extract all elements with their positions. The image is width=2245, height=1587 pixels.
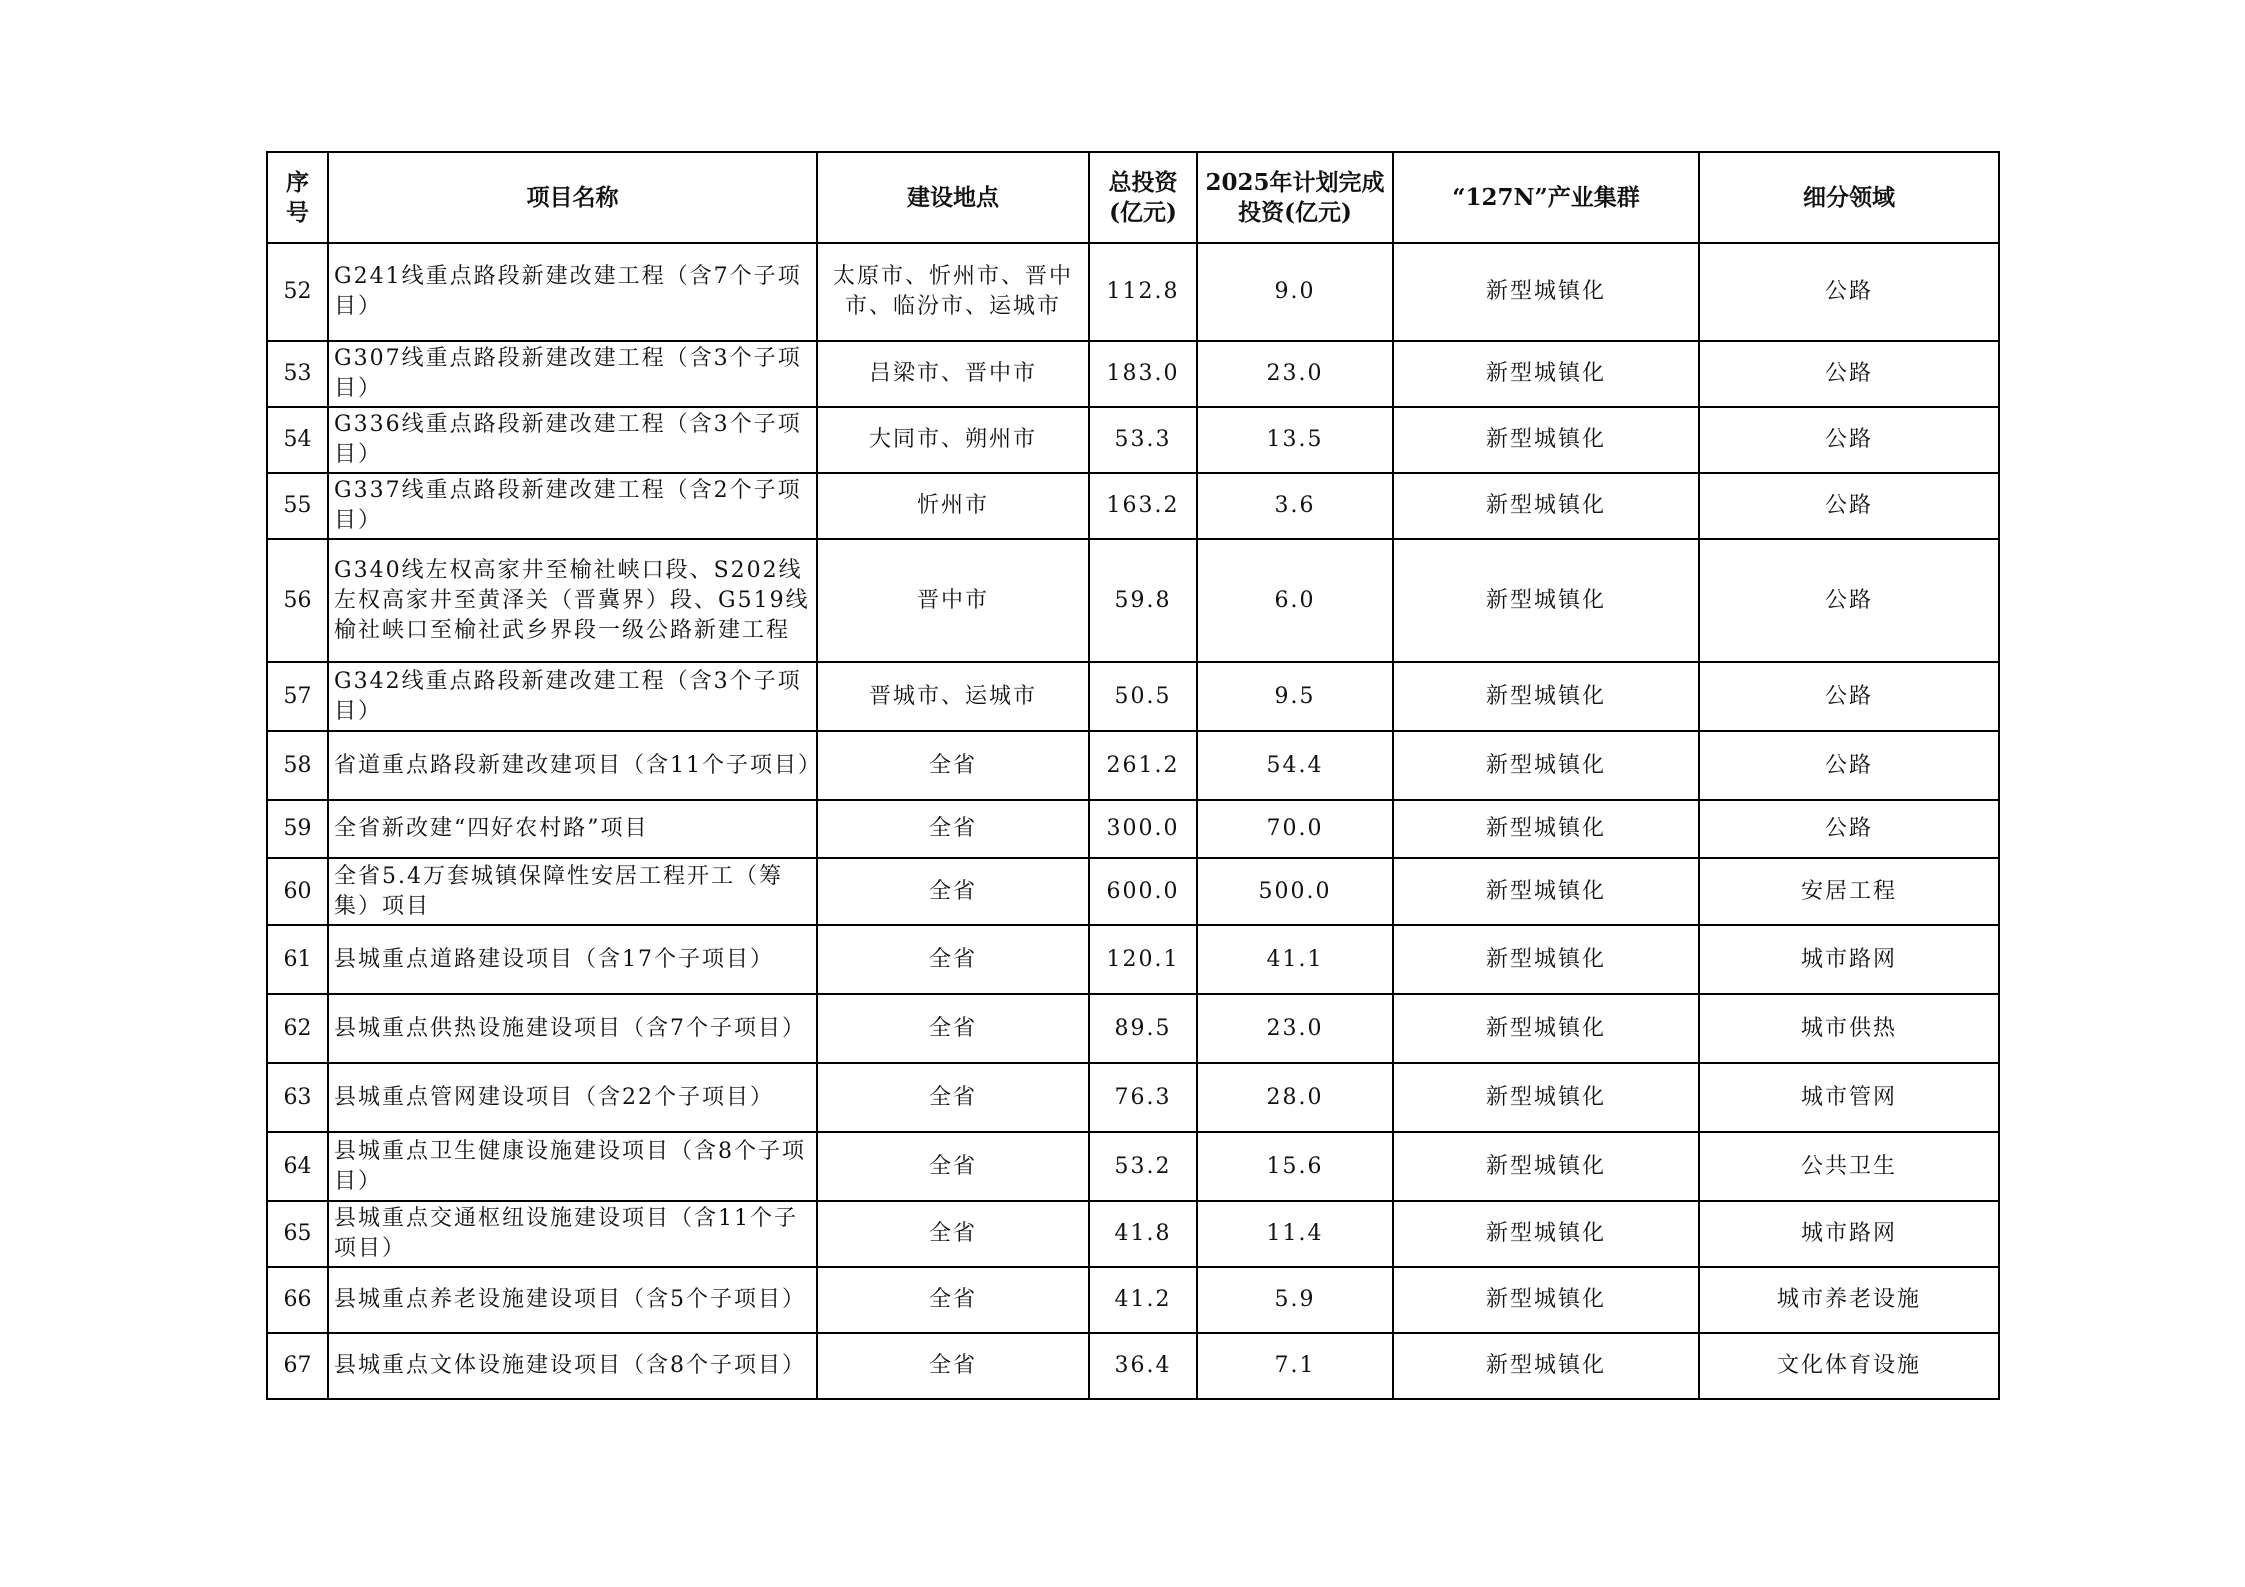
table-row — [267, 1267, 1999, 1333]
header-total: 总投资 (亿元) — [1089, 152, 1197, 243]
header-row — [267, 152, 1999, 243]
table-row — [267, 1333, 1999, 1399]
cell-cluster: 新型城镇化 — [1393, 473, 1699, 539]
cell-seq: 52 — [267, 243, 328, 341]
cell-seq: 62 — [267, 994, 328, 1063]
table-row — [267, 341, 1999, 407]
cell-total: 53.2 — [1089, 1132, 1197, 1201]
cell-cluster: 新型城镇化 — [1393, 925, 1699, 994]
cell-location: 全省 — [817, 1132, 1089, 1201]
table-row — [267, 731, 1999, 800]
cell-name: G342线重点路段新建改建工程（含3个子项目） — [328, 662, 817, 731]
cell-name: 县城重点供热设施建设项目（含7个子项目） — [328, 994, 817, 1063]
cell-location: 全省 — [817, 925, 1089, 994]
cell-name: 全省新改建“四好农村路”项目 — [328, 800, 817, 858]
cell-field: 城市路网 — [1699, 925, 1999, 994]
cell-plan2025: 7.1 — [1197, 1333, 1393, 1399]
cell-total: 41.2 — [1089, 1267, 1197, 1333]
cell-seq: 65 — [267, 1201, 328, 1267]
cell-field: 公路 — [1699, 407, 1999, 473]
table-row — [267, 1201, 1999, 1267]
cell-location: 全省 — [817, 1333, 1089, 1399]
cell-plan2025: 28.0 — [1197, 1063, 1393, 1132]
cell-name: 省道重点路段新建改建项目（含11个子项目） — [328, 731, 817, 800]
cell-name: 县城重点道路建设项目（含17个子项目） — [328, 925, 817, 994]
cell-location: 全省 — [817, 1063, 1089, 1132]
cell-cluster: 新型城镇化 — [1393, 800, 1699, 858]
cell-field: 公路 — [1699, 341, 1999, 407]
cell-seq: 66 — [267, 1267, 328, 1333]
cell-location: 忻州市 — [817, 473, 1089, 539]
cell-seq: 63 — [267, 1063, 328, 1132]
header-plan2025: 2025年计划完成 投资(亿元) — [1197, 152, 1393, 243]
cell-field: 公路 — [1699, 662, 1999, 731]
cell-plan2025: 54.4 — [1197, 731, 1393, 800]
cell-location: 太原市、忻州市、晋中市、临汾市、运城市 — [817, 243, 1089, 341]
cell-plan2025: 9.5 — [1197, 662, 1393, 731]
cell-cluster: 新型城镇化 — [1393, 662, 1699, 731]
cell-total: 183.0 — [1089, 341, 1197, 407]
project-table — [266, 151, 2000, 1400]
cell-seq: 67 — [267, 1333, 328, 1399]
cell-plan2025: 3.6 — [1197, 473, 1393, 539]
cell-location: 全省 — [817, 800, 1089, 858]
cell-location: 全省 — [817, 1267, 1089, 1333]
table-row — [267, 800, 1999, 858]
cell-cluster: 新型城镇化 — [1393, 1063, 1699, 1132]
cell-plan2025: 70.0 — [1197, 800, 1393, 858]
cell-seq: 57 — [267, 662, 328, 731]
cell-seq: 54 — [267, 407, 328, 473]
cell-plan2025: 500.0 — [1197, 858, 1393, 925]
table-row — [267, 1063, 1999, 1132]
cell-total: 300.0 — [1089, 800, 1197, 858]
cell-name: 县城重点养老设施建设项目（含5个子项目） — [328, 1267, 817, 1333]
cell-total: 120.1 — [1089, 925, 1197, 994]
cell-field: 文化体育设施 — [1699, 1333, 1999, 1399]
cell-seq: 64 — [267, 1132, 328, 1201]
cell-total: 89.5 — [1089, 994, 1197, 1063]
cell-name: 全省5.4万套城镇保障性安居工程开工（筹集）项目 — [328, 858, 817, 925]
cell-location: 全省 — [817, 1201, 1089, 1267]
header-seq: 序 号 — [267, 152, 328, 243]
cell-field: 公路 — [1699, 539, 1999, 662]
cell-location: 晋城市、运城市 — [817, 662, 1089, 731]
cell-total: 261.2 — [1089, 731, 1197, 800]
table-body — [267, 243, 1999, 1399]
cell-plan2025: 13.5 — [1197, 407, 1393, 473]
table-row — [267, 994, 1999, 1063]
cell-total: 59.8 — [1089, 539, 1197, 662]
cell-name: G340线左权高家井至榆社峡口段、S202线左权高家井至黄泽关（晋冀界）段、G519线榆社峡口至榆社武乡界段一级公路新建工程 — [328, 539, 817, 662]
table-row — [267, 473, 1999, 539]
cell-plan2025: 15.6 — [1197, 1132, 1393, 1201]
cell-name: G241线重点路段新建改建工程（含7个子项目） — [328, 243, 817, 341]
cell-plan2025: 5.9 — [1197, 1267, 1393, 1333]
cell-total: 163.2 — [1089, 473, 1197, 539]
cell-field: 公路 — [1699, 800, 1999, 858]
table-row — [267, 858, 1999, 925]
cell-field: 公路 — [1699, 473, 1999, 539]
cell-plan2025: 11.4 — [1197, 1201, 1393, 1267]
cell-location: 晋中市 — [817, 539, 1089, 662]
cell-total: 112.8 — [1089, 243, 1197, 341]
cell-cluster: 新型城镇化 — [1393, 994, 1699, 1063]
table-row — [267, 539, 1999, 662]
cell-cluster: 新型城镇化 — [1393, 407, 1699, 473]
table-row — [267, 243, 1999, 341]
table-row — [267, 1132, 1999, 1201]
cell-field: 城市供热 — [1699, 994, 1999, 1063]
table-row — [267, 925, 1999, 994]
cell-field: 公路 — [1699, 731, 1999, 800]
cell-location: 全省 — [817, 994, 1089, 1063]
cell-seq: 61 — [267, 925, 328, 994]
cell-name: G307线重点路段新建改建工程（含3个子项目） — [328, 341, 817, 407]
cell-total: 36.4 — [1089, 1333, 1197, 1399]
cell-plan2025: 41.1 — [1197, 925, 1393, 994]
cell-name: 县城重点交通枢纽设施建设项目（含11个子项目） — [328, 1201, 817, 1267]
cell-field: 城市路网 — [1699, 1201, 1999, 1267]
cell-field: 公路 — [1699, 243, 1999, 341]
cell-cluster: 新型城镇化 — [1393, 243, 1699, 341]
cell-field: 城市管网 — [1699, 1063, 1999, 1132]
cell-total: 53.3 — [1089, 407, 1197, 473]
cell-total: 76.3 — [1089, 1063, 1197, 1132]
cell-field: 安居工程 — [1699, 858, 1999, 925]
cell-seq: 59 — [267, 800, 328, 858]
table-row — [267, 407, 1999, 473]
cell-seq: 55 — [267, 473, 328, 539]
cell-plan2025: 23.0 — [1197, 341, 1393, 407]
cell-seq: 53 — [267, 341, 328, 407]
cell-total: 50.5 — [1089, 662, 1197, 731]
cell-cluster: 新型城镇化 — [1393, 1201, 1699, 1267]
cell-location: 吕梁市、晋中市 — [817, 341, 1089, 407]
cell-seq: 60 — [267, 858, 328, 925]
cell-name: 县城重点文体设施建设项目（含8个子项目） — [328, 1333, 817, 1399]
cell-seq: 58 — [267, 731, 328, 800]
cell-total: 41.8 — [1089, 1201, 1197, 1267]
cell-name: G337线重点路段新建改建工程（含2个子项目） — [328, 473, 817, 539]
cell-field: 城市养老设施 — [1699, 1267, 1999, 1333]
cell-field: 公共卫生 — [1699, 1132, 1999, 1201]
header-location: 建设地点 — [817, 152, 1089, 243]
cell-plan2025: 9.0 — [1197, 243, 1393, 341]
cell-cluster: 新型城镇化 — [1393, 731, 1699, 800]
cell-cluster: 新型城镇化 — [1393, 539, 1699, 662]
header-field: 细分领域 — [1699, 152, 1999, 243]
cell-location: 大同市、朔州市 — [817, 407, 1089, 473]
cell-location: 全省 — [817, 858, 1089, 925]
header-name: 项目名称 — [328, 152, 817, 243]
cell-name: 县城重点卫生健康设施建设项目（含8个子项目） — [328, 1132, 817, 1201]
cell-name: G336线重点路段新建改建工程（含3个子项目） — [328, 407, 817, 473]
cell-cluster: 新型城镇化 — [1393, 1267, 1699, 1333]
cell-total: 600.0 — [1089, 858, 1197, 925]
cell-cluster: 新型城镇化 — [1393, 858, 1699, 925]
cell-cluster: 新型城镇化 — [1393, 1333, 1699, 1399]
cell-name: 县城重点管网建设项目（含22个子项目） — [328, 1063, 817, 1132]
cell-seq: 56 — [267, 539, 328, 662]
cell-plan2025: 6.0 — [1197, 539, 1393, 662]
header-cluster: “127N”产业集群 — [1393, 152, 1699, 243]
table-row — [267, 662, 1999, 731]
cell-plan2025: 23.0 — [1197, 994, 1393, 1063]
cell-location: 全省 — [817, 731, 1089, 800]
cell-cluster: 新型城镇化 — [1393, 341, 1699, 407]
cell-cluster: 新型城镇化 — [1393, 1132, 1699, 1201]
